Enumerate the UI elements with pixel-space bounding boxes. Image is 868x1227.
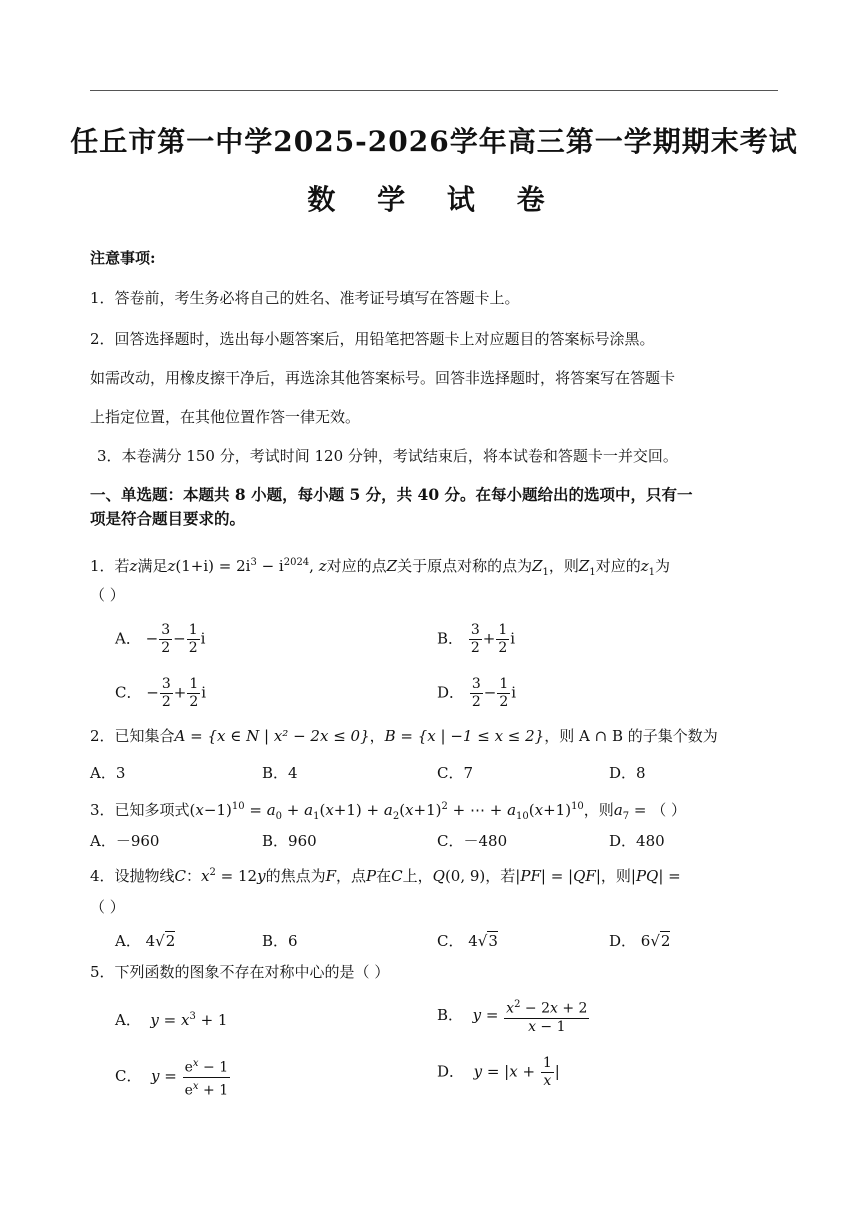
q2-option-c: C．7 (437, 764, 474, 782)
question-4-paren: （ ） (90, 898, 125, 916)
q3-option-c: C．－480 (437, 832, 508, 850)
q1-option-b: B． $\frac{3}{2}$ + $\frac{1}{2}$ i (437, 622, 516, 656)
q1-option-c: C． − $\frac{3}{2}$ + $\frac{1}{2}$ i (115, 676, 207, 710)
q3-option-b: B．960 (262, 832, 317, 850)
q2-option-d: D．8 (609, 764, 646, 782)
notice-item-2-cont: 如需改动，用橡皮擦干净后，再选涂其他答案标号。回答非选择题时，将答案写在答题卡 (90, 369, 676, 387)
q4-option-b: B．6 (262, 932, 298, 950)
q4-option-a: A． 4√2 (115, 932, 176, 950)
question-5: 5．下列函数的图象不存在对称中心的是（ ） (90, 963, 390, 981)
q1-option-d: D． $\frac{3}{2}$ − $\frac{1}{2}$ i (437, 676, 517, 710)
question-1-paren: （ ） (90, 586, 125, 604)
notice-heading: 注意事项: (90, 249, 156, 267)
exam-title: 任丘市第一中学2025-2026学年高三第一学期期末考试 (70, 125, 798, 158)
q5-option-c: C． y = $\frac{e^x - 1}{e^x + 1}$ (115, 1055, 231, 1099)
q4-option-c: C． 4√3 (437, 932, 498, 950)
question-4: 4．设抛物线C：$x^2 = 12y$的焦点为F，点P在C上，Q(0, 9)，若|PF| = |QF|，则|PQ| = (90, 867, 681, 885)
q3-option-d: D．480 (609, 832, 665, 850)
q5-option-a: A． $y = x^3 + 1$ (115, 1011, 228, 1029)
question-2: 2．已知集合A = {x ∈ N | x² − 2x ≤ 0}，B = {x | −1 ≤ x ≤ 2}，则 A ∩ B 的子集个数为 (90, 727, 718, 745)
q2-option-b: B．4 (262, 764, 298, 782)
section-heading: 一、单选题：本题共 8 小题，每小题 5 分，共 40 分。在每小题给出的选项中，只有一 (90, 485, 693, 504)
q5-option-d: D． y = |x + $\frac{1}{x}$ | (437, 1055, 560, 1089)
notice-item-2-cont2: 上指定位置，在其他位置作答一律无效。 (90, 408, 361, 426)
question-1: 1．若z满足$z(1+i) = 2i^3 - i^{2024}$, z对应的点Z关于原点对称的点为$Z_1$，则$Z_1$对应的$z_1$为 (90, 557, 671, 578)
notice-item-2: 2．回答选择题时，选出每小题答案后，用铅笔把答题卡上对应题目的答案标号涂黑。 (90, 330, 655, 348)
section-heading-cont: 项是符合题目要求的。 (90, 509, 246, 528)
notice-item-1: 1．答卷前，考生务必将自己的姓名、准考证号填写在答题卡上。 (90, 289, 520, 307)
question-3: 3．已知多项式$(x-1)^{10} = a_0 + a_1(x+1) + a_2(x+1)^2$ + ⋯ + $a_{10}(x+1)^{10}$，则$a_7$ = （ ） (90, 801, 687, 822)
notice-item-3: 3．本卷满分 150 分，考试时间 120 分钟，考试结束后，将本试卷和答题卡一并交回。 (97, 447, 678, 465)
q1-option-a: A． − $\frac{3}{2}$ − $\frac{1}{2}$ i (115, 622, 206, 656)
header-rule (90, 90, 778, 91)
q5-option-b: B． y = $\frac{x^2 - 2x + 2}{x - 1}$ (437, 996, 590, 1036)
q4-option-d: D． 6√2 (609, 932, 671, 950)
q3-option-a: A．－960 (90, 832, 160, 850)
exam-subtitle: 数 学 试 卷 (307, 183, 561, 216)
q2-option-a: A．3 (90, 764, 126, 782)
